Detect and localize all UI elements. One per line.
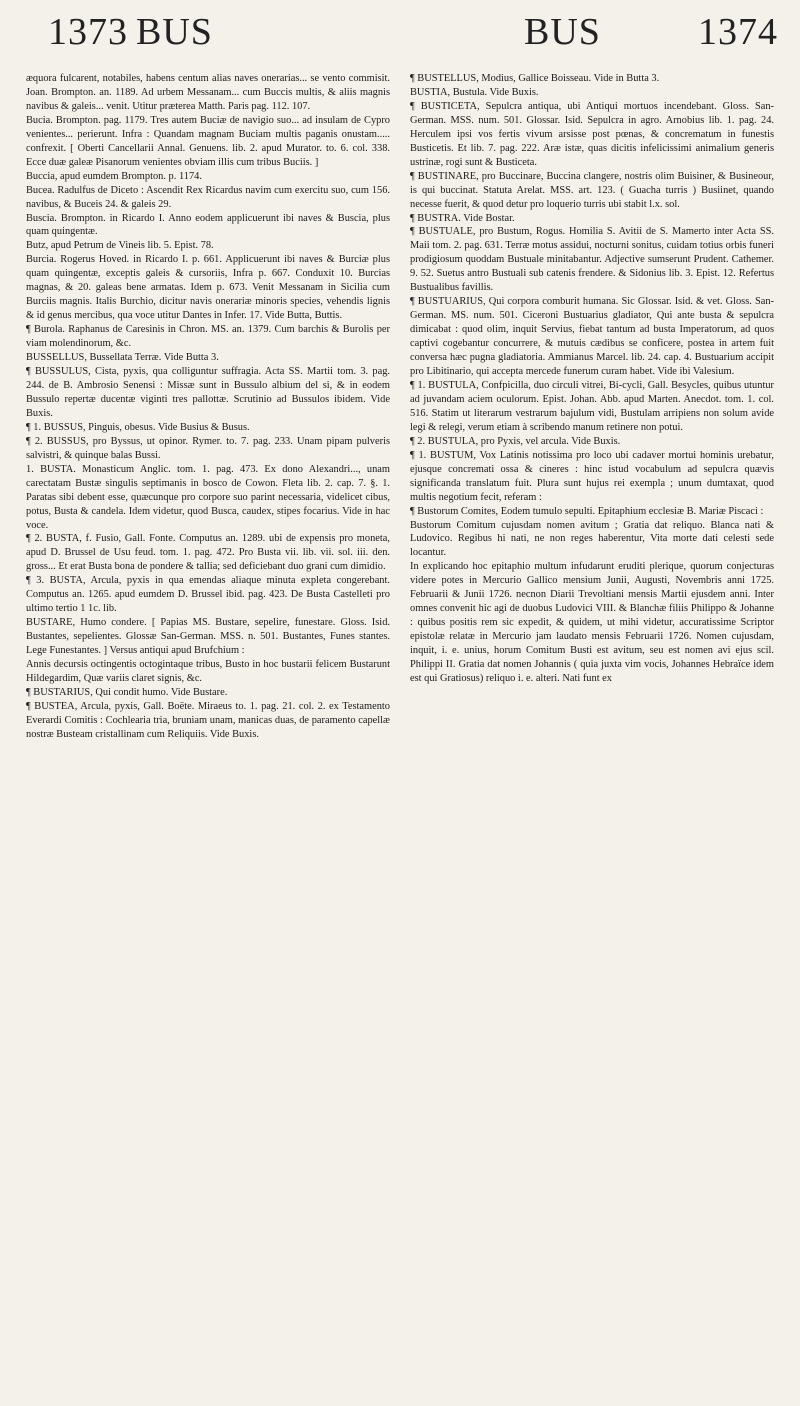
dictionary-entry: ¶ BUSTICETA, Sepulcra antiqua, ubi Antiqui mortuos incendebant. Gloss. San-German. MSS. num. 501. Glossar. Isid. Sepulcra in agro. Arnobius lib. 1. pag. 24. Herculem ipsi vos fertis vivum arsisse post pœnas, & concrematum in funestis Busticetis. Et lib. 7. pag. 222. Aræ istæ, quas dicitis infelicissimi animalium generis ustrinæ, rogi sunt & Busticeta. — [410, 100, 774, 168]
dictionary-entry: ¶ BUSTINARE, pro Buccinare, Buccina clangere, nostris olim Buisiner, & Busineour, is qui buccinat. Statuta Arelat. MSS. art. 123. ( Guacha turris ) Busiinet, quando necesse fuerit, & quod detur pro loquerio turris ubi stabit l.x. sol. — [410, 170, 774, 210]
dictionary-entry: ¶ BUSTEA, Arcula, pyxis, Gall. Boëte. Miraeus to. 1. pag. 21. col. 2. ex Testamento Everardi Comitis : Cochlearia tria, bruniam unam, manicas duas, de paramento capellæ nostræ Busteam cristallinam cum Reliquiis. Vide Buxis. — [26, 700, 390, 740]
dictionary-entry: ¶ 2. BUSTULA, pro Pyxis, vel arcula. Vide Buxis. — [410, 435, 621, 447]
dictionary-entry: ¶ 3. BUSTA, Arcula, pyxis in qua emendas aliaque minuta expleta congerebant. Computus an. 1265. apud eumdem D. Brussel ibid. pag. 423. De Busta Castelleti pro ultimo tertio 1 1c. lib. — [26, 575, 390, 615]
dictionary-entry: ¶ 1. BUSSUS, Pinguis, obesus. Vide Busius & Busus. — [26, 421, 250, 433]
dictionary-entry: ¶ Bustorum Comites, Eodem tumulo sepulti. Epitaphium ecclesiæ B. Mariæ Piscaci : — [410, 505, 764, 517]
dictionary-entry: ¶ Burola. Raphanus de Caresinis in Chron. MS. an. 1379. Cum barchis & Burolis per viam molendinorum, &c. — [26, 324, 390, 350]
left-page-number: 1373 — [48, 11, 128, 53]
dictionary-entry: BUSSELLUS, Bussellata Terræ. Vide Butta 3. — [26, 352, 219, 364]
dictionary-entry: Burcia. Rogerus Hoved. in Ricardo I. p. 661. Applicuerunt ibi naves & Burciæ plus quam quingentæ, exceptis galeis & cursoriis, Infra p. 667. Conduxit 10. Burcias magnas, & 20. galeas bene armatas. Idem p. 673. Venit Messanam in Sicilia cum Burciis magnis. Italis Burchio, dicitur navis onerariæ minoris species, vehendis lignis & id genus mercibus, qua voce utitur Dantes in Infer. 17. Vide Butta, Buttis. — [26, 254, 390, 322]
dictionary-entry: ¶ BUSTUALE, pro Bustum, Rogus. Homilia S. Avitii de S. Mamerto inter Acta SS. Maii tom. 2. pag. 631. Terræ motus assidui, nocturni sonitus, cuidam totius orbis funeri prodigiosum quoddam Bustuale minitabantur. Adjective sumserunt Prudent. Cathemer. 9. 52. Suetus antro Bustuali sub catenis frendere. & Sidonius lib. 3. Epist. 12. Refertus Bustualibus favillis. — [410, 226, 774, 294]
dictionary-entry: Buscia. Brompton. in Ricardo I. Anno eodem applicuerunt ibi naves & Buscia, plus quam quingentæ. — [26, 212, 390, 238]
dictionary-entry: Bucea. Radulfus de Diceto : Ascendit Rex Ricardus navim cum exercitu suo, cum 156. navibus, & Buceis 24. & galeis 29. — [26, 184, 390, 210]
dictionary-entry: ¶ BUSTARIUS, Qui condit humo. Vide Bustare. — [26, 686, 228, 698]
dictionary-entry: ¶ 1. BUSTUM, Vox Latinis notissima pro loco ubi cadaver mortui hominis urebatur, ejusque concremati ossa & cineres : hinc istud vocabulum ad sepulcra quævis significanda translatum fuit. Plura sunt hujus rei exempla ; unum dumtaxat, quod multis negotium fecit, referam : — [410, 449, 774, 503]
dictionary-entry: æquora fulcarent, notabiles, habens centum alias naves onerarias... se vento commisit. Joan. Brompton. an. 1189. Ad urbem Messanam... cum Buccis multis, & aliis magnis navibus & galeis... venit. Utitur præterea Matth. Paris pag. 112. 107. — [26, 73, 390, 112]
dictionary-entry: ¶ 2. BUSTA, f. Fusio, Gall. Fonte. Computus an. 1289. ubi de expensis pro moneta, apud D. Brussel de Usu feud. tom. 1. pag. 472. Pro Busta vii. lib. vii. sol. iii. den. gross... Et erat Busta bona de pondere & tallia; sed deficiebant duo grani cum dimidio. — [26, 533, 390, 573]
dictionary-entry: 1. BUSTA. Monasticum Anglic. tom. 1. pag. 473. Ex dono Alexandri..., unam carectatam Bustæ singulis septimanis in bosco de Cowon. Fleta lib. 2. cap. 7. §. 1. Paratas sibi debent esse, quæcunque pro corpore suo parint necessaria, videlicet cibus, potus, Busta & candela. Idem videtur, quod Busca, caudex, stipes focarius. Vide in hac voce. — [26, 463, 390, 531]
dictionary-entry: ¶ BUSSULUS, Cista, pyxis, qua colliguntur suffragia. Acta SS. Martii tom. 3. pag. 244. de B. Ambrosio Senensi : Missæ sunt in Bussulo albium del si, & in eodem Bussulo repertæ ducentæ viginti tres pallottæ. Scrutinio ad Bussulos ibidem. Vide Buxis. — [26, 366, 390, 419]
right-page-number: 1374 — [698, 11, 778, 53]
left-running-head: BUS — [136, 11, 213, 53]
right-column — [410, 72, 774, 742]
dictionary-entry: Annis decursis octingentis octogintaque tribus, Busto in hoc bustarii felicem Bustarunt Hildegardim, Quæ variis claret signis, &c. — [26, 659, 390, 684]
dictionary-entry: ¶ BUSTUARIUS, Qui corpora comburit humana. Sic Glossar. Isid. & vet. Gloss. San-German. MS. num. 501. Ciceroni Bustuarius gladiator, Qui ante busta & sepulcra dimicabat : quod olim, inquit Servius, fiebat tantum ad busta Imperatorum, ad quos captivi cogebantur concurrere, & mutuis cædibus se conficere, postea in artem fuit conversa hæc pugna gladiatoria. Ammianus Marcel. lib. 24. cap. 4. Bustuarium accipit pro Libitinario, qui accepta mercede funerum curam habet. Vide ibi Valesium. — [410, 296, 774, 378]
dictionary-entry: Bustorum Comitum cujusdam nomen avitum ; Gratia dat reliquo. Blanca nati & Ludovico. Regibus hi nati, ne non reges haberentur, Vita morte dati celesti sede locantur. — [410, 519, 774, 559]
left-column — [26, 72, 390, 742]
dictionary-entry: ¶ BUSTRA. Vide Bostar. — [410, 212, 515, 224]
text-columns — [26, 72, 774, 742]
right-running-head: BUS — [524, 11, 601, 53]
dictionary-entry: ¶ 1. BUSTULA, Confpicilla, duo circuli vitrei, Bi-cycli, Gall. Besycles, quibus utuntur ad juvandam aciem oculorum. Epist. Johan. Abb. apud Marten. Anecdot. tom. 1. col. 516. Statim ut literarum vestrarum bajulum vidi, Bustulam arripiens non solum avide legi & relegi, verum etiam à scribendo manum retinere non potui. — [410, 379, 774, 433]
dictionary-entry: In explicando hoc epitaphio multum infudarunt eruditi plerique, quorum conjecturas videre potes in Mercurio Gallico mensium Junii, Augusti, Novembris anni 1725. Februarii & Junii 1726. necnon Diarii Trevoltiani mensis Martii ejusdem anni. Inter omnes convenit hic agi de duobus Ludovici VIII. & Blanchæ filiis Philippo & Johanne : quibus positis rem sic expedit, & quidem, ut mihi videtur, accuratissime Scriptor epistolæ relatæ in Mercurio jam laudato mensis Februarii 1726. Nomen cujusdam, inquit, i. e. unius, horum Comitum Busti est avitum, seu est nomen avi ejus scil. Philippi II. Gratia dat nomen Johannis ( quia juxta vim vocis, Johannes Hebraïce idem est qui Gratiosus) reliquo i. e. alteri. Nati funt ex — [410, 561, 774, 684]
dictionary-entry: Buccia, apud eumdem Brompton. p. 1174. — [26, 170, 202, 182]
dictionary-entry: BUSTARE, Humo condere. [ Papias MS. Bustare, sepelire, funestare. Gloss. Isid. Bustantes, sepelientes. Glossæ San-German. MSS. n. 501. Bustantes, Funes stantes. Lege Funestantes. ] Versus antiqui apud Brufchium : — [26, 617, 390, 657]
dictionary-entry: BUSTIA, Bustula. Vide Buxis. — [410, 86, 539, 98]
dictionary-entry: ¶ BUSTELLUS, Modius, Gallice Boisseau. Vide in Butta 3. — [410, 73, 660, 84]
page-header — [26, 0, 778, 70]
dictionary-entry: ¶ 2. BUSSUS, pro Byssus, ut opinor. Rymer. to. 7. pag. 233. Unam pipam pulveris salvistri, & quinque balas Bussi. — [26, 435, 390, 461]
dictionary-entry: Bucia. Brompton. pag. 1179. Tres autem Buciæ de navigio suo... ad insulam de Cypro venientes... perierunt. Infra : Quandam magnam Buciam multis paganis onustam..... confrexit. [ Oberti Cancellarii Annal. Genuens. lib. 2. apud Murator. to. 6. col. 338. Ecce duæ galeæ Pisanorum venientes obviam illis cum tribus Buciis. ] — [26, 114, 390, 168]
dictionary-entry: Butz, apud Petrum de Vineis lib. 5. Epist. 78. — [26, 240, 214, 252]
